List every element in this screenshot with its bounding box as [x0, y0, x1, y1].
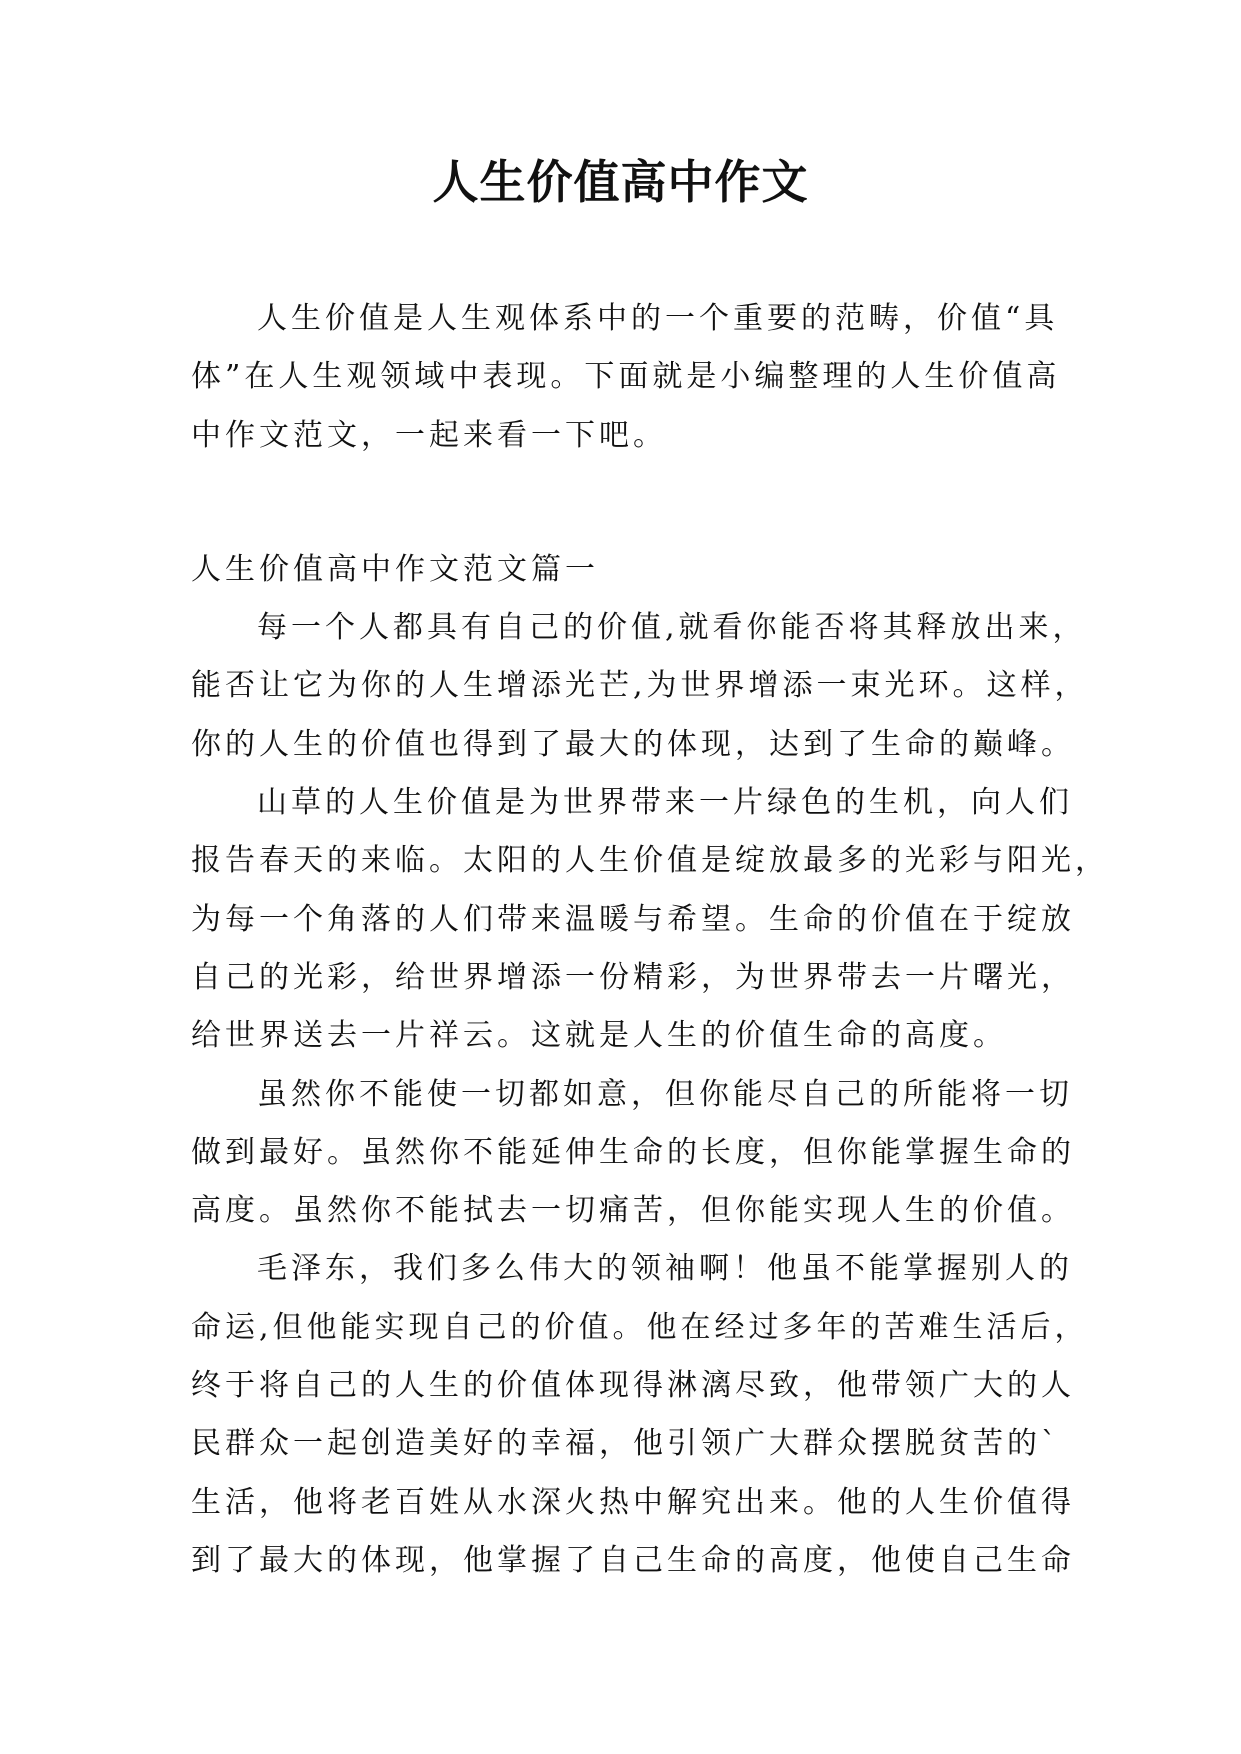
section-heading: 人生价值高中作文范文篇一 [191, 551, 599, 587]
intro-line: 体”在人生观领域中表现。下面就是小编整理的人生价值高 [191, 359, 1061, 395]
intro-line: 人生价值是人生观体系中的一个重要的范畴，价值“具 [257, 301, 1059, 336]
paragraph-line: 做到最好。虽然你不能延伸生命的长度，但你能掌握生命的 [191, 1134, 1075, 1170]
paragraph-4 [191, 1240, 1089, 1590]
paragraph-line: 高度。虽然你不能拭去一切痛苦，但你能实现人生的价值。 [191, 1193, 1075, 1229]
paragraph-line: 虽然你不能使一切都如意，但你能尽自己的所能将一切 [257, 1076, 1073, 1112]
paragraph-line: 终于将自己的人生的价值体现得淋漓尽致，他带领广大的人 [191, 1368, 1075, 1404]
paragraph-line: 为每一个角落的人们带来温暖与希望。生命的价值在于绽放 [191, 901, 1075, 937]
paragraph-line: 能否让它为你的人生增添光芒,为世界增添一束光环。这样， [191, 668, 1089, 704]
paragraph-1 [191, 599, 1089, 774]
paragraph-gap [191, 465, 1057, 541]
intro-paragraph [191, 290, 1061, 465]
paragraph-2 [191, 774, 1109, 1065]
paragraph-line: 你的人生的价值也得到了最大的体现，达到了生命的巅峰。 [191, 726, 1075, 762]
paragraph-line: 山草的人生价值是为世界带来一片绿色的生机，向人们 [257, 785, 1073, 821]
paragraph-line: 到了最大的体现，他掌握了自己生命的高度，他使自己生命 [191, 1542, 1075, 1578]
paragraph-line: 毛泽东，我们多么伟大的领袖啊！他虽不能掌握别人的 [257, 1251, 1073, 1287]
paragraph-line: 民群众一起创造美好的幸福，他引领广大群众摆脱贫苦的` [191, 1426, 1060, 1462]
document-title: 人生价值高中作文 [432, 155, 809, 209]
paragraph-line: 报告春天的来临。太阳的人生价值是绽放最多的光彩与阳光， [191, 843, 1109, 879]
paragraph-3 [191, 1066, 1075, 1241]
paragraph-line: 生活，他将老百姓从水深火热中解究出来。他的人生价值得 [191, 1484, 1075, 1520]
paragraph-line: 给世界送去一片祥云。这就是人生的价值生命的高度。 [191, 1018, 1007, 1054]
intro-line: 中作文范文，一起来看一下吧。 [191, 417, 667, 453]
document-body [191, 290, 1109, 1590]
paragraph-line: 命运,但他能实现自己的价值。他在经过多年的苦难生活后， [191, 1309, 1089, 1345]
paragraph-line: 每一个人都具有自己的价值,就看你能否将其释放出来， [257, 610, 1087, 646]
paragraph-line: 自己的光彩，给世界增添一份精彩，为世界带去一片曙光， [191, 959, 1075, 995]
